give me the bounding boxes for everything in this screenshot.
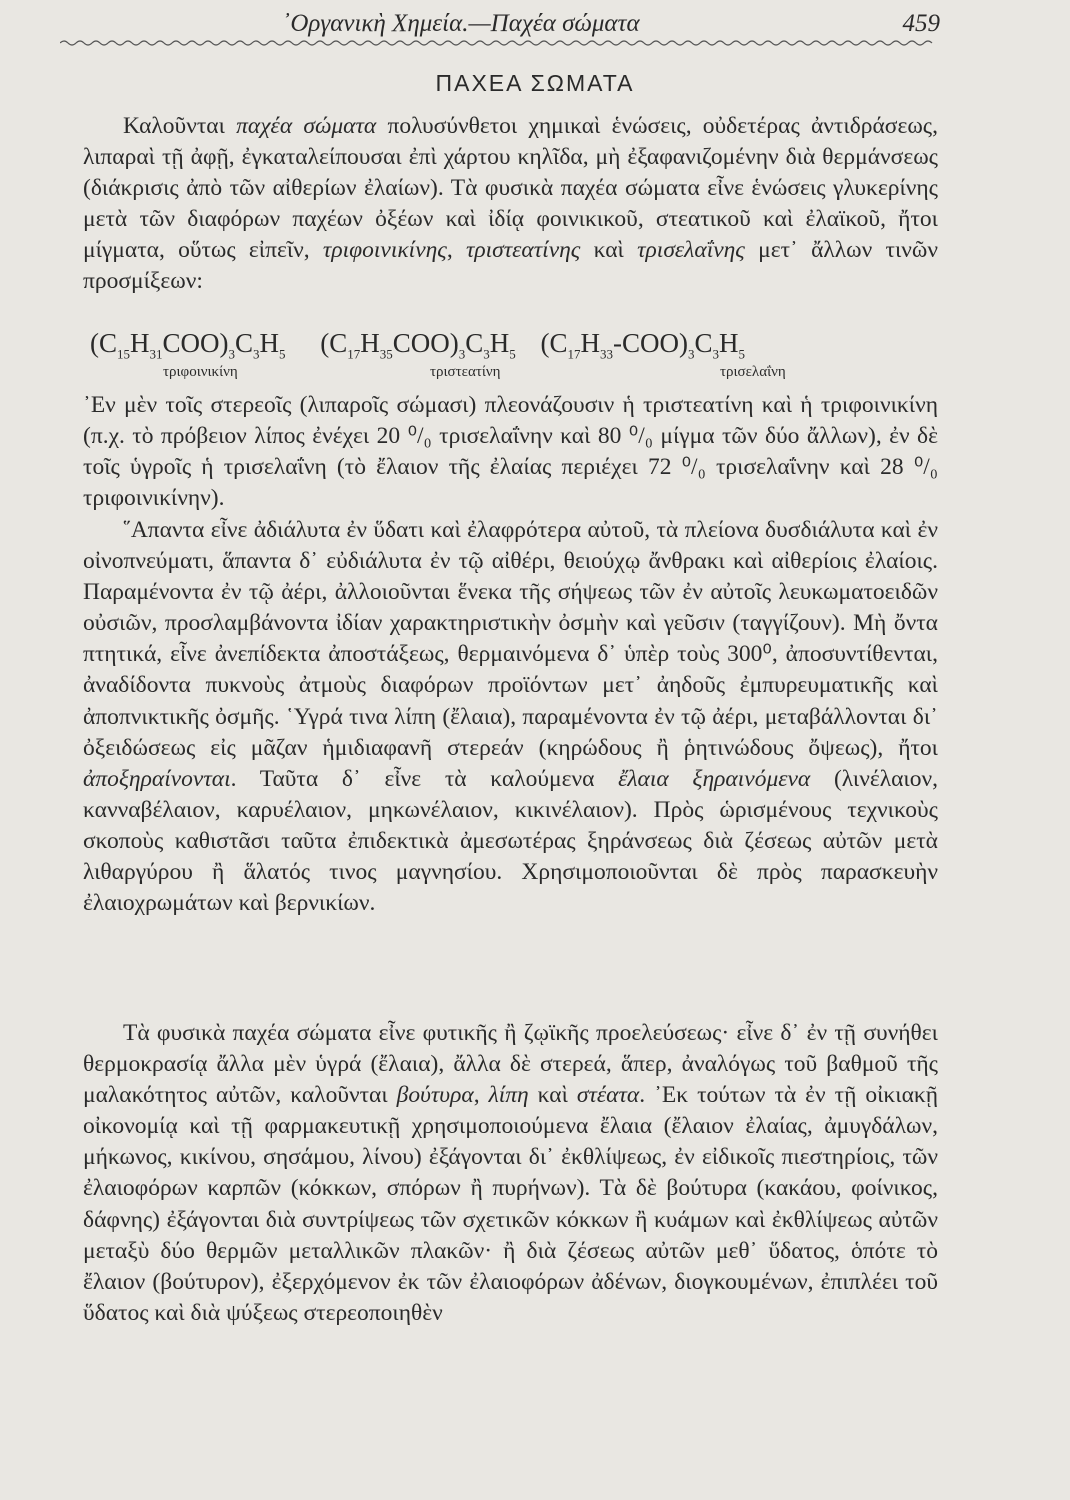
formula-labels [0, 364, 1070, 388]
paragraph-definition: Καλοῦνται παχέα σώματα πολυσύνθετοι χημικαὶ ἑνώσεις, οὐδετέρας ἀντιδράσεως, λιπαραὶ τῇ ἀφῇ, ἐγκαταλείπουσαι ἐπὶ χάρτου κηλῖδα, μὴ ἐξαφανιζομένην διὰ θερμάνσεως (διάκρισις ἀπὸ τῶν αἰθερίων ἐλαίων). Τὰ φυσικὰ παχέα σώματα εἶνε ἑνώσεις γλυκερίνης μετὰ τῶν διαφόρων παχέων ὀξέων καὶ ἰδίᾳ φοινικικοῦ, στεατικοῦ καὶ ἐλαϊκοῦ, ἤτοι μίγματα, οὕτως εἰπεῖν, τριφοινικίνης, τριστεατίνης καὶ τρισελαΐνης μετ᾿ ἄλλων τινῶν προσμίξεων: [83, 113, 938, 295]
formula-tripalmitin: $(C_{15}H_{31}COO)_3C_3H_5$ [90, 328, 286, 362]
formula-label: τριφοινικίνη [163, 364, 238, 380]
running-head: ᾿Οργανικὴ Χημεία.—Παχέα σώματα [282, 10, 640, 37]
formula-label: τριστεατίνη [430, 364, 501, 380]
formula-label: τρισελαΐνη [720, 364, 786, 380]
formula-triolein: $(C_{17}H_{33}-COO)_3C_3H_5$ [540, 328, 746, 362]
section-title: ΠΑΧΕΑ ΣΩΜΑΤΑ [435, 70, 635, 96]
paragraph-composition: ᾿Εν μὲν τοῖς στερεοῖς (λιπαροῖς σώμασι) πλεονάζουσιν ἡ τριστεατίνη καὶ ἡ τριφοινικίνη (π.χ. τὸ πρόβειον λίπος ἐνέχει 20 ⁰/₀ τρισελαΐνην καὶ 80 ⁰/₀ μίγμα τῶν δύο ἄλλων), ἐν δὲ τοῖς ὑγροῖς ἡ τρισελαΐνη (τὸ ἔλαιον τῆς ἐλαίας περιέχει 72 ⁰/₀ τρισελαΐνην καὶ 28 ⁰/₀ τριφοινικίνην). [83, 392, 938, 512]
paragraph-origin: Τὰ φυσικὰ παχέα σώματα εἶνε φυτικῆς ἢ ζῳϊκῆς προελεύσεως· εἶνε δ᾿ ἐν τῇ συνήθει θερμοκρασίᾳ ἄλλα μὲν ὑγρά (ἔλαια), ἄλλα δὲ στερεά, ἅπερ, ἀναλόγως τοῦ βαθμοῦ τῆς μαλακότητος αὐτῶν, καλοῦνται βούτυρα, λίπη καὶ στέατα. ᾿Εκ τούτων τὰ ἐν τῇ οἰκιακῇ οἰκονομίᾳ καὶ τῇ φαρμακευτικῇ χρησιμοποιούμενα ἔλαια (ἔλαιον ἐλαίας, ἀμυγδάλων, μήκωνος, κικίνου, σησάμου, λίνου) ἐξάγονται δι᾿ ἐκθλίψεως, ἐν εἰδικοῖς πιεστηρίοις, τῶν ἐλαιοφόρων καρπῶν (κόκκων, σπόρων ἢ πυρήνων). Τὰ δὲ βούτυρα (κακάου, φοίνικος, δάφνης) ἐξάγονται διὰ συντρίψεως τῶν σχετικῶν κόκκων ἢ κυάμων καὶ ἐκθλίψεως αὐτῶν μεταξὺ δύο θερμῶν μεταλλικῶν πλακῶν· ἢ διὰ ζέσεως αὐτῶν μεθ᾿ ὕδατος, ὁπότε τὸ ἔλαιον (βούτυρον), ἐξερχόμενον ἐκ τῶν ἐλαιοφόρων ἀδένων, διογκουμένων, ἐπιπλέει τοῦ ὕδατος καὶ διὰ ψύξεως στερεοποιηθὲν [83, 1020, 939, 1326]
paragraph-properties: ῞Απαντα εἶνε ἀδιάλυτα ἐν ὕδατι καὶ ἐλαφρότερα αὐτοῦ, τὰ πλείονα δυσδιάλυτα καὶ ἐν οἰνοπνεύματι, ἅπαντα δ᾿ εὐδιάλυτα ἐν τῷ αἰθέρι, θειούχῳ ἄνθρακι καὶ αἰθερίοις ἐλαίοις. Παραμένοντα ἐν τῷ ἀέρι, ἀλλοιοῦνται ἕνεκα τῆς σήψεως τῶν ἐν αὐτοῖς λευκωματοειδῶν οὐσιῶν, προσλαμβάνοντα ἰδίαν χαρακτηριστικὴν ὀσμὴν καὶ γεῦσιν (ταγγίζουν). Μὴ ὄντα πτητικά, εἶνε ἀνεπίδεκτα ἀποστάξεως, θερμαινόμενα δ᾿ ὑπὲρ τοὺς 300⁰, ἀποσυντίθενται, ἀναδίδοντα πυκνοὺς ἀτμοὺς διαφόρων προϊόντων μετ᾿ ἀηδοῦς ἐμπυρευματικῆς καὶ ἀποπνικτικῆς ὀσμῆς. ῾Υγρά τινα λίπη (ἔλαια), παραμένοντα ἐν τῷ ἀέρι, μεταβάλλονται δι᾿ ὀξειδώσεως εἰς μᾶζαν ἡμιδιαφανῆ στερεάν (κηρώδους ἢ ῥητινώδους ὄψεως), ἤτοι ἀποξηραίνονται. Ταῦτα δ᾿ εἶνε τὰ καλούμενα ἔλαια ξηραινόμενα (λινέλαιον, κανναβέλαιον, καρυέλαιον, μηκωνέλαιον, κικινέλαιον). Πρὸς ὡρισμένους τεχνικοὺς σκοποὺς καθιστᾶσι ταῦτα ἐπιδεκτικὰ ἀμεσωτέρας ξηράνσεως διὰ ζέσεως αὐτῶν μετὰ λιθαργύρου ἢ ἅλατός τινος μαγνησίου. Χρησιμοποιοῦνται δὲ πρὸς παρασκευὴν ἐλαιοχρωμάτων καὶ βερνικίων. [83, 517, 938, 917]
page-header [60, 6, 940, 40]
chemical-formulas [90, 328, 950, 368]
page-number: 459 [902, 10, 940, 37]
wavy-header-rule [60, 38, 940, 48]
formula-tristearin: $(C_{17}H_{35}COO)_3C_3H_5$ [320, 328, 516, 362]
